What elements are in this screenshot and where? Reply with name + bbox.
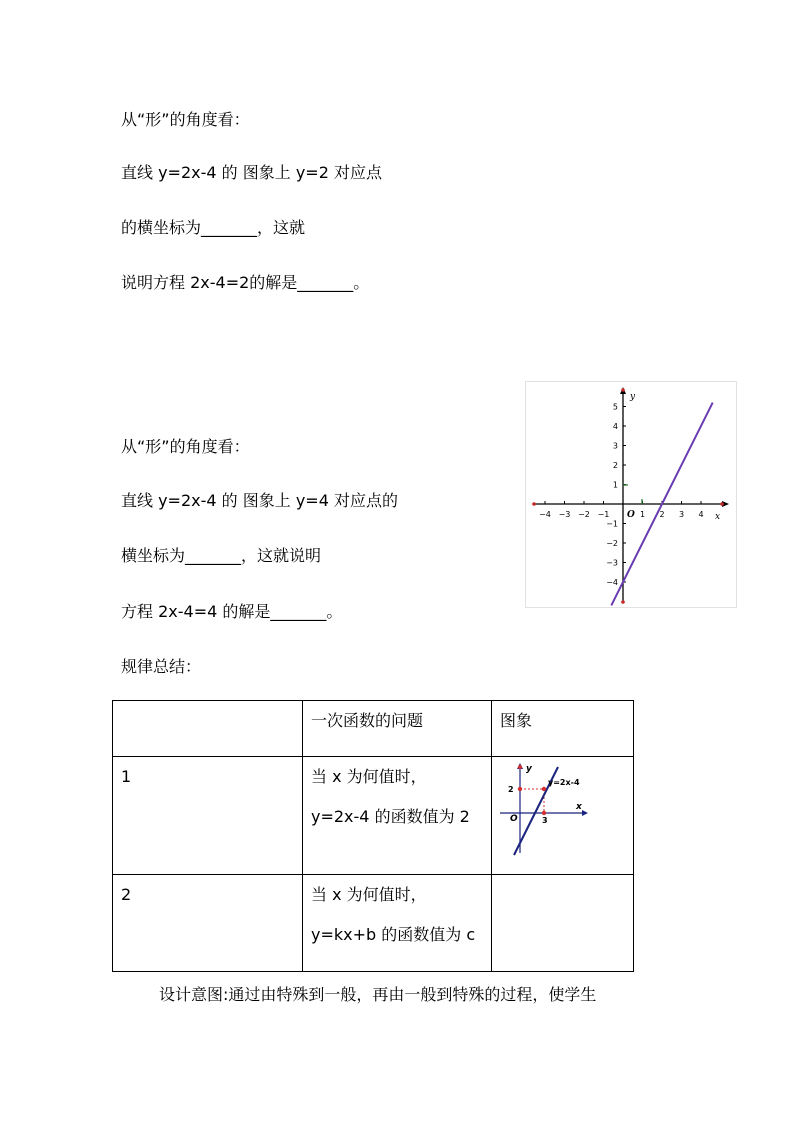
- x-tick-label: 1: [639, 510, 646, 519]
- mini-equation-label: y=2x-4: [548, 778, 580, 787]
- function-graph: [525, 381, 737, 608]
- x-tick-label: −2: [578, 510, 590, 519]
- mini-y-top-point: [518, 765, 522, 769]
- section2-line-3: 方程 2x-4=4 的解是_______。: [121, 602, 343, 621]
- mini-x-point: [542, 811, 546, 815]
- row-index-cell: 1: [113, 757, 303, 875]
- x-tick-label: 2: [659, 510, 665, 519]
- row-question-line-2: y=kx+b 的函数值为 c: [311, 925, 476, 944]
- x-tick-label: −1: [597, 510, 610, 519]
- x-tick-label: 4: [698, 510, 704, 519]
- row-graph-cell: [492, 757, 634, 875]
- summary-title: 规律总结：: [121, 657, 202, 676]
- header-cell-question: 一次函数的问题: [303, 701, 492, 757]
- section1-line-1: 直线 y=2x-4 的 图象上 y=2 对应点: [121, 163, 382, 182]
- mini-x-arrow: [582, 810, 588, 816]
- y-tick-label: 4: [612, 422, 618, 431]
- row-question-line-1: 当 x 为何值时，: [311, 885, 427, 904]
- y-axis-top-dot: [621, 388, 625, 392]
- y-tick-label: 1: [612, 480, 618, 490]
- x-axis-right-dot: [720, 502, 724, 506]
- section1-heading: 从“形”的角度看：: [121, 110, 250, 129]
- y-axis-label: y: [630, 392, 636, 402]
- y-axis-bottom-dot: [621, 600, 625, 604]
- table-row: [113, 875, 634, 972]
- function-graph-svg: [526, 382, 736, 607]
- design-intent-text: 设计意图:通过由特殊到一般，再由一般到特殊的过程，使学生: [159, 985, 597, 1004]
- mini-intersection-point: [542, 787, 546, 791]
- row-graph-cell-empty: [492, 875, 634, 972]
- row-question-cell: [303, 875, 492, 972]
- section1-line-3: 说明方程 2x-4=2的解是_______。: [121, 273, 370, 292]
- mini-y-label: y: [526, 764, 532, 774]
- table-row: [113, 757, 634, 875]
- y-tick-label: 5: [612, 402, 618, 412]
- mini-y-point: [518, 787, 522, 791]
- mini-origin-label: O: [510, 814, 518, 824]
- x-axis-left-dot: [532, 502, 536, 506]
- header-cell-graph: 图象: [492, 701, 634, 757]
- y-tick-label: −4: [606, 578, 618, 587]
- x-tick-label: −4: [539, 510, 551, 519]
- row-question-line-2: y=2x-4 的函数值为 2: [311, 807, 470, 826]
- mini-x-value-label: 3: [542, 816, 548, 825]
- y-tick-label: −1: [606, 519, 618, 529]
- mini-graph: [496, 763, 596, 859]
- section1-line-2: 的横坐标为_______，这就: [121, 218, 306, 237]
- y-tick-label: −3: [606, 558, 618, 568]
- summary-table: [112, 700, 634, 972]
- x-tick-label: 3: [678, 510, 685, 519]
- section2-heading: 从“形”的角度看：: [121, 437, 250, 456]
- y-tick-label: 3: [612, 441, 618, 451]
- row-index-cell: 2: [113, 875, 303, 972]
- table-header-row: [113, 701, 634, 757]
- row-question-cell: [303, 757, 492, 875]
- mini-y-value-label: 2: [508, 785, 514, 794]
- section2-line-1: 直线 y=2x-4 的 图象上 y=4 对应点的: [121, 491, 398, 510]
- x-axis-label: x: [715, 512, 721, 522]
- y-tick-label: 2: [612, 461, 618, 470]
- x-tick-label: −3: [558, 510, 571, 519]
- header-cell-index: [113, 701, 303, 757]
- origin-label: O: [627, 510, 635, 520]
- section2-line-2: 横坐标为_______，这就说明: [121, 546, 322, 565]
- y-tick-label: −2: [606, 539, 618, 548]
- row-question-line-1: 当 x 为何值时，: [311, 767, 427, 786]
- mini-x-label: x: [576, 802, 582, 812]
